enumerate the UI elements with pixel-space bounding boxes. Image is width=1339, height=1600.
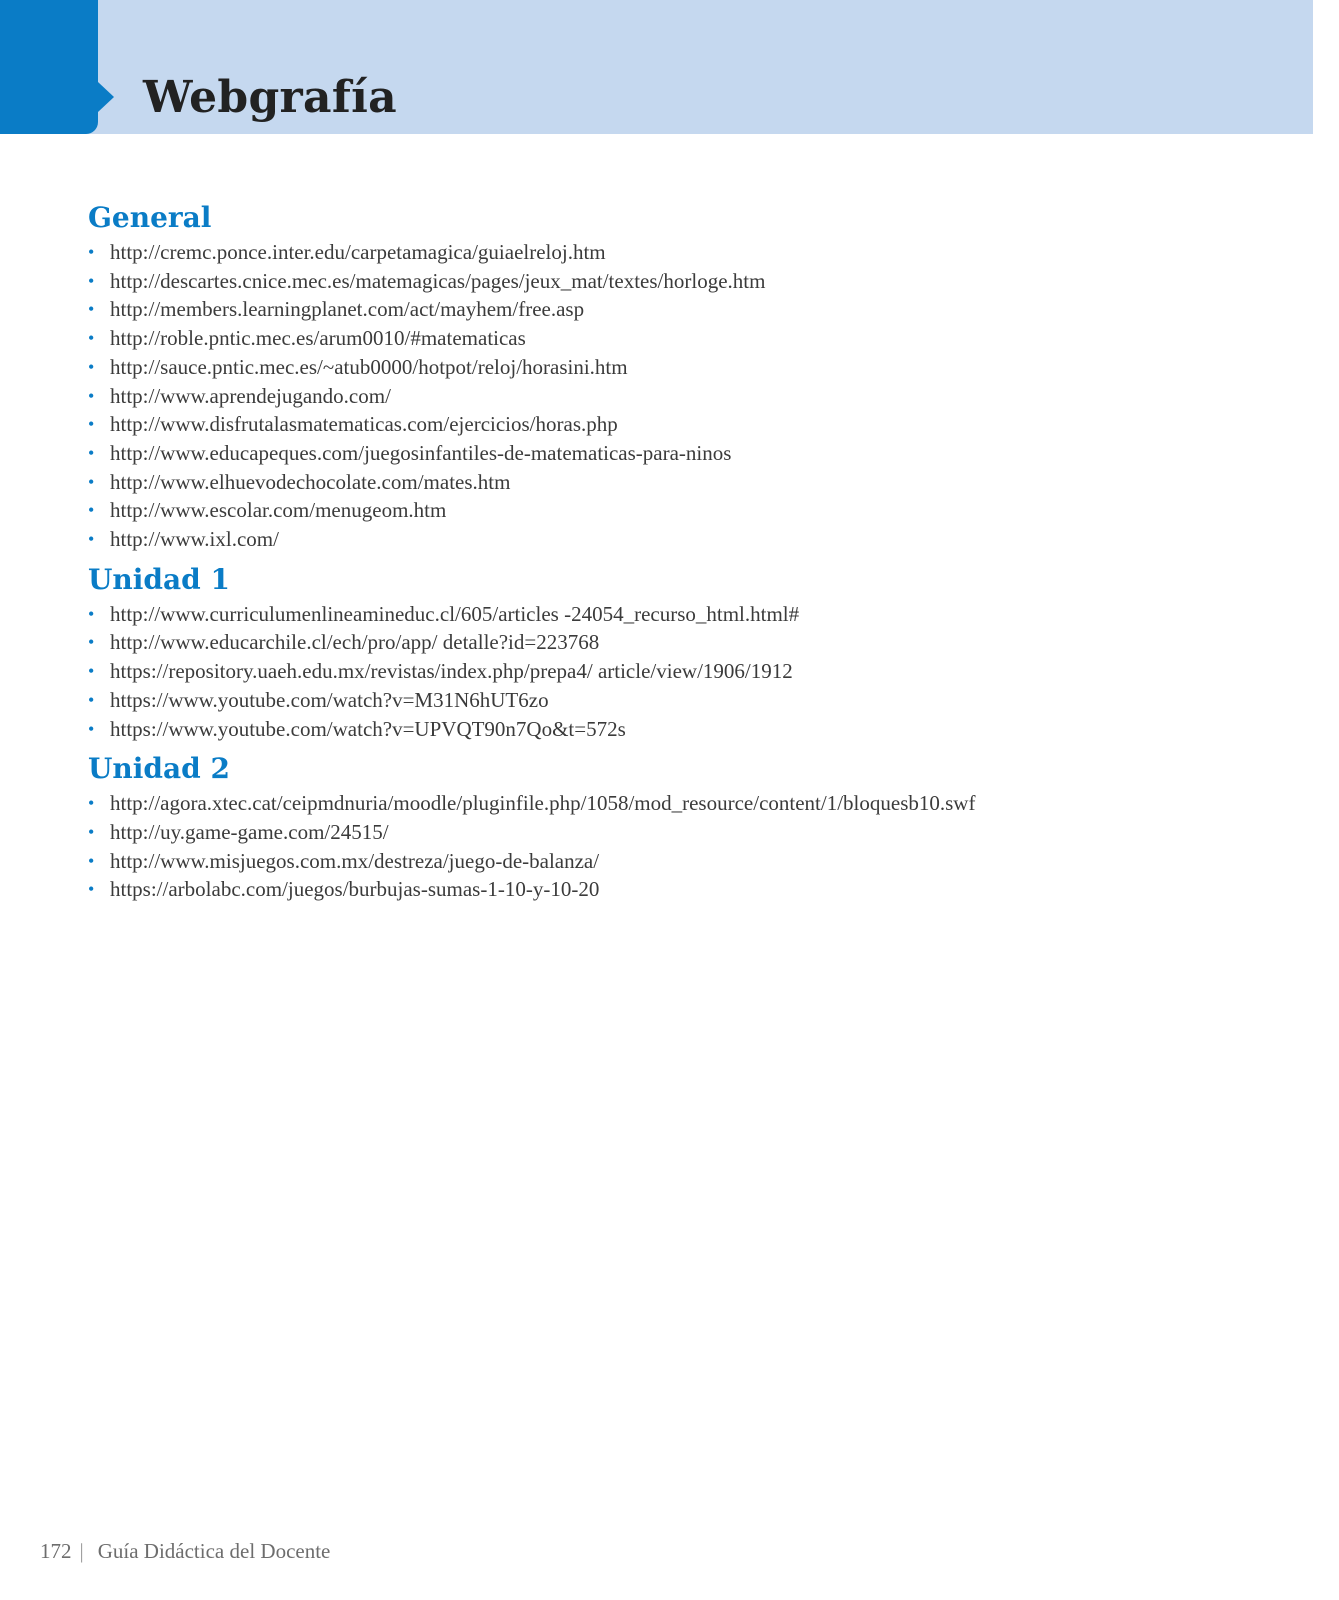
link-text[interactable]: http://members.learningplanet.com/act/mayhem/free.asp <box>110 297 585 322</box>
link-item[interactable] <box>88 439 1288 468</box>
bullet-icon: • <box>88 632 95 653</box>
link-text[interactable]: https://repository.uaeh.edu.mx/revistas/index.php/prepa4/ article/view/1906/1912 <box>110 659 793 684</box>
book-title: Guía Didáctica del Docente <box>97 1539 331 1563</box>
link-item[interactable] <box>88 789 1288 818</box>
bullet-icon: • <box>88 471 95 492</box>
link-text[interactable]: https://www.youtube.com/watch?v=M31N6hUT6zo <box>110 687 549 712</box>
link-item[interactable] <box>88 686 1288 715</box>
link-item[interactable] <box>88 295 1288 324</box>
link-list <box>88 789 1288 904</box>
link-text[interactable]: https://www.youtube.com/watch?v=UPVQT90n7Qo&t=572s <box>110 716 626 741</box>
link-text[interactable]: http://www.escolar.com/menugeom.htm <box>110 498 447 523</box>
link-list <box>88 600 1288 744</box>
section-heading: General <box>88 201 212 234</box>
link-item[interactable] <box>88 657 1288 686</box>
link-text[interactable]: http://descartes.cnice.mec.es/matemagicas/pages/jeux_mat/textes/horloge.htm <box>110 268 766 293</box>
link-item[interactable] <box>88 267 1288 296</box>
bullet-icon: • <box>88 299 95 320</box>
header-tab <box>0 0 98 134</box>
section-heading: Unidad 1 <box>88 562 230 596</box>
bullet-icon: • <box>88 242 95 262</box>
link-text[interactable]: http://www.disfrutalasmatematicas.com/ejercicios/horas.php <box>110 412 618 437</box>
link-item[interactable] <box>88 468 1288 497</box>
link-text[interactable]: http://www.elhuevodechocolate.com/mates.htm <box>110 469 511 494</box>
link-item[interactable] <box>88 353 1288 382</box>
link-list <box>88 238 1288 554</box>
link-item[interactable] <box>88 410 1288 439</box>
bullet-icon: • <box>88 879 95 900</box>
bullet-icon: • <box>88 529 95 550</box>
bullet-icon: • <box>88 718 95 739</box>
page-number: 172 <box>40 1539 72 1563</box>
link-item[interactable] <box>88 324 1288 353</box>
bullet-icon: • <box>88 661 95 682</box>
link-text[interactable]: https://arbolabc.com/juegos/burbujas-sumas-1-10-y-10-20 <box>110 877 600 902</box>
bullet-icon: • <box>88 793 95 814</box>
bullet-icon: • <box>88 414 95 435</box>
link-text[interactable]: http://www.educarchile.cl/ech/pro/app/ detalle?id=223768 <box>110 630 600 655</box>
link-item[interactable] <box>88 818 1288 847</box>
section-general <box>88 198 1288 554</box>
bullet-icon: • <box>88 821 95 842</box>
link-item[interactable] <box>88 238 1288 267</box>
link-text[interactable]: http://www.educapeques.com/juegosinfantiles-de-matematicas-para-ninos <box>110 440 732 465</box>
link-text[interactable]: http://uy.game-game.com/24515/ <box>110 819 389 844</box>
content <box>88 198 1288 910</box>
page-footer <box>40 1537 330 1565</box>
link-text[interactable]: http://sauce.pntic.mec.es/~atub0000/hotpot/reloj/horasini.htm <box>110 354 628 379</box>
bullet-icon: • <box>88 356 95 377</box>
link-item[interactable] <box>88 628 1288 657</box>
footer-separator: | <box>79 1539 84 1563</box>
bullet-icon: • <box>88 603 95 624</box>
link-text[interactable]: http://www.ixl.com/ <box>110 527 279 552</box>
link-text[interactable]: http://agora.xtec.cat/ceipmdnuria/moodle/pluginfile.php/1058/mod_resource/content/1/bloquesb10.swf <box>110 791 976 816</box>
page-title: Webgrafía <box>143 72 397 123</box>
section-unidad-2 <box>88 749 1288 904</box>
link-item[interactable] <box>88 496 1288 525</box>
link-item[interactable] <box>88 875 1288 904</box>
link-text[interactable]: http://www.curriculumenlineamineduc.cl/605/articles -24054_recurso_html.html# <box>110 601 800 626</box>
link-text[interactable]: http://www.aprendejugando.com/ <box>110 383 391 408</box>
link-text[interactable]: http://www.misjuegos.com.mx/destreza/juego-de-balanza/ <box>110 848 600 873</box>
header-arrow-icon <box>98 82 114 112</box>
section-heading: Unidad 2 <box>88 752 230 786</box>
bullet-icon: • <box>88 328 95 349</box>
link-item[interactable] <box>88 600 1288 629</box>
bullet-icon: • <box>88 689 95 710</box>
link-item[interactable] <box>88 715 1288 744</box>
link-item[interactable] <box>88 847 1288 876</box>
link-item[interactable] <box>88 525 1288 554</box>
bullet-icon: • <box>88 850 95 871</box>
bullet-icon: • <box>88 442 95 463</box>
section-unidad-1 <box>88 560 1288 744</box>
bullet-icon: • <box>88 385 95 406</box>
link-text[interactable]: http://cremc.ponce.inter.edu/carpetamagica/guiaelreloj.htm <box>110 240 606 264</box>
bullet-icon: • <box>88 500 95 521</box>
link-item[interactable] <box>88 382 1288 411</box>
link-text[interactable]: http://roble.pntic.mec.es/arum0010/#matematicas <box>110 326 526 351</box>
bullet-icon: • <box>88 270 95 291</box>
